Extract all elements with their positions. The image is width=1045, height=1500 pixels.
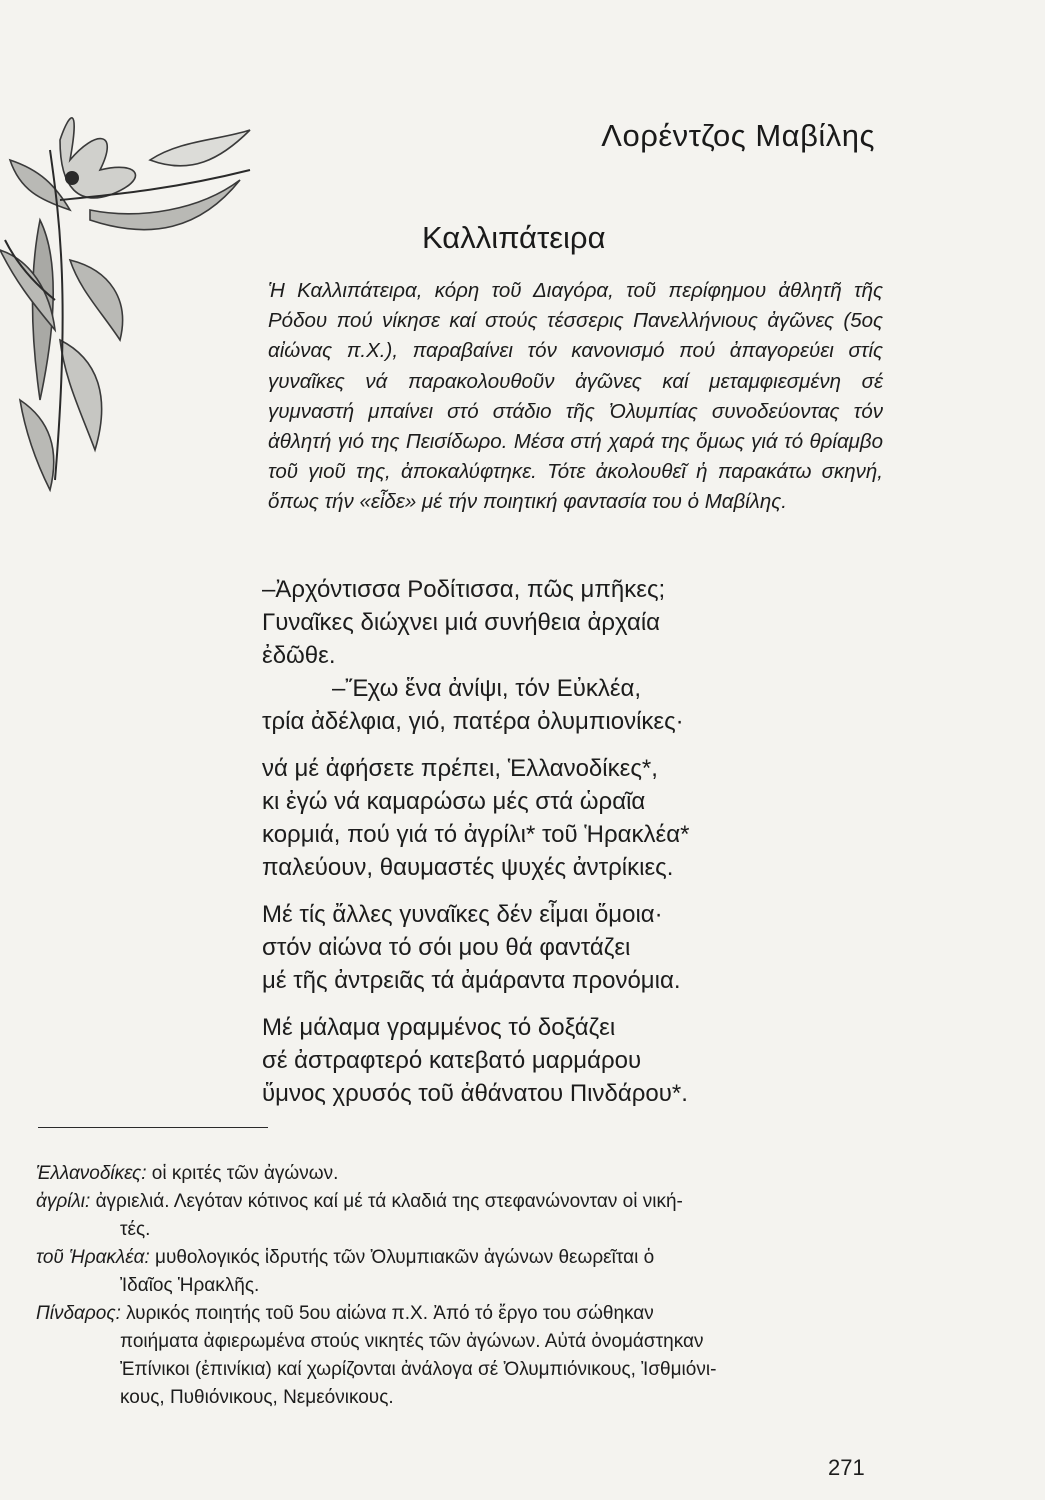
poem-line: Γυναῖκες διώχνει μιά συνήθεια ἀρχαία [262,609,661,636]
poem-line: ἐδῶθε. [262,642,336,669]
footnote-term: Ἑλλανοδίκες: [36,1163,147,1184]
footnote-continuation: Ἐπίνικοι (ἐπινίκια) καί χωρίζονται ἀνάλογα σέ Ὀλυμπιόνικους, Ἰσθμιόνι- [120,1359,717,1380]
poem-line: τρία ἀδέλφια, γιό, πατέρα ὀλυμπιονίκες· [262,708,684,735]
footnote-continuation: Ἰδαῖος Ἡρακλῆς. [120,1275,260,1296]
footnote-text: μυθολογικός ἱδρυτής τῶν Ὀλυμπιακῶν ἀγώνων θεωρεῖται ὁ [149,1247,655,1268]
poem-line: στόν αἰώνα τό σόι μου θά φαντάζει [262,934,631,961]
poem-line: –Ἔχω ἕνα ἀνίψι, τόν Εὐκλέα, [332,675,642,702]
footnote [36,1244,906,1300]
author-name: Λορέντζος Μαβίλης [601,118,875,153]
poem-line: –Ἀρχόντισσα Ροδίτισσα, πῶς μπῆκες; [262,576,666,603]
footnote-term: Πίνδαρος: [36,1303,121,1324]
stanza [262,898,902,997]
poem-line: Μέ τίς ἄλλες γυναῖκες δέν εἶμαι ὅμοια· [262,901,663,928]
stanza [262,573,902,738]
footnote-text: ἀγριελιά. Λεγόταν κότινος καί μέ τά κλαδιά της στεφανώνονταν οἱ νική- [90,1191,683,1212]
intro-paragraph: Ἡ Καλλιπάτειρα, κόρη τοῦ Διαγόρα, τοῦ περίφημου ἀθλητῆ τῆς Ρόδου πού νίκησε καί στούς τέσσερις Πανελλήνιους ἀγῶνες (5ος αἰώνας π.Χ.), παραβαίνει τόν κανονισμό πού ἀπαγορεύει στίς γυναῖκες νά παρακολουθοῦν ἀγῶνες καί μεταμφιεσμένη σέ γυμναστή μπαίνει στό στάδιο τῆς Ὀλυμπίας συνοδεύοντας τόν ἀθλητή γιό της Πεισίδωρο. Μέσα στή χαρά της ὅμως γιά τό θρίαμβο τοῦ γιοῦ της, ἀποκαλύφτηκε. Τότε ἀκολουθεῖ ἡ παρακάτω σκηνή, ὅπως τήν «εἶδε» μέ τήν ποιητική φαντασία του ὁ Μαβίλης. [268,279,883,514]
poem-line: ὕμνος χρυσός τοῦ ἀθάνατου Πινδάρου*. [262,1080,688,1107]
stanza [262,752,902,884]
poem-title: Καλλιπάτειρα [422,220,606,255]
poem-line: μέ τῆς ἀντρειᾶς τά ἀμάραντα προνόμια. [262,967,681,994]
footnote-divider [38,1127,268,1128]
floral-ornament-icon [0,100,280,500]
footnote-continuation: τές. [120,1219,151,1240]
poem-line: κι ἐγώ νά καμαρώσω μές στά ὡραῖα [262,788,646,815]
poem-line: Μέ μάλαμα γραμμένος τό δοξάζει [262,1014,616,1041]
footnote-text: λυρικός ποιητής τοῦ 5ου αἰώνα π.Χ. Ἀπό τό ἔργο του σώθηκαν [120,1303,654,1324]
poem-body [262,573,902,1110]
poem-line: παλεύουν, θαυμαστές ψυχές ἀντρίκιες. [262,854,674,881]
footnote [36,1188,906,1244]
stanza [262,1011,902,1110]
poem-line: σέ ἀστραφτερό κατεβατό μαρμάρου [262,1047,642,1074]
footnote [36,1160,906,1188]
footnote [36,1300,906,1412]
page-number: 271 [828,1455,865,1480]
footnote-continuation: ποιήματα ἀφιερωμένα στούς νικητές τῶν ἀγώνων. Αὐτά ὀνομάστηκαν [120,1331,704,1352]
poem-line: νά μέ ἀφήσετε πρέπει, Ἑλλανοδίκες*, [262,755,658,782]
footnotes [36,1160,906,1412]
footnote-term: ἀγρίλι: [36,1191,91,1212]
footnote-continuation: κους, Πυθιόνικους, Νεμεόνικους. [120,1387,394,1408]
poem-line: κορμιά, πού γιά τό ἀγρίλι* τοῦ Ἡρακλέα* [262,821,690,848]
footnote-text: οἱ κριτές τῶν ἀγώνων. [146,1163,339,1184]
footnote-term: τοῦ Ἡρακλέα: [36,1247,150,1268]
